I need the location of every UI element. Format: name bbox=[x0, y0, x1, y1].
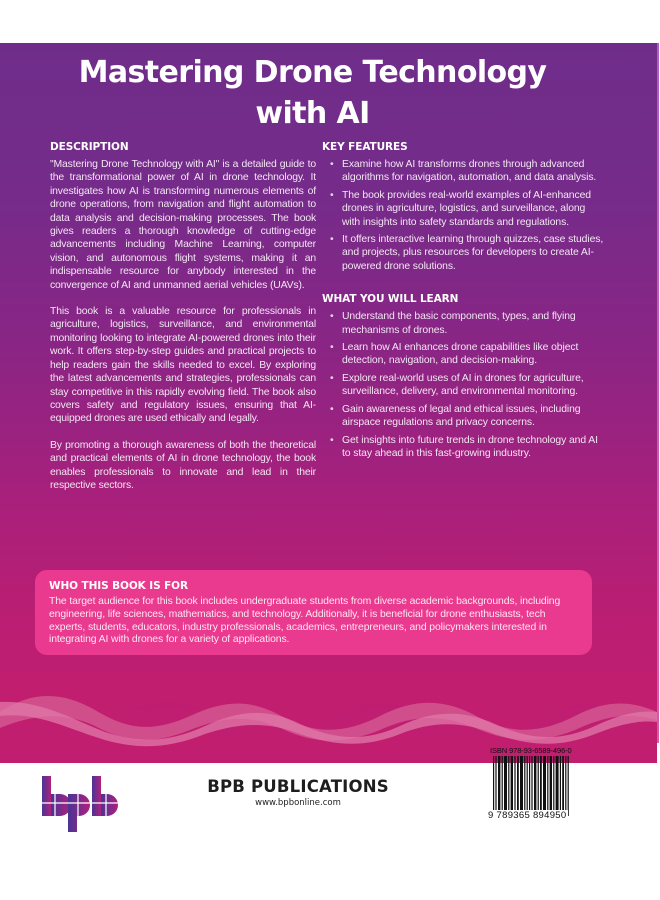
description-heading: DESCRIPTION bbox=[50, 141, 129, 153]
description-section bbox=[50, 141, 316, 492]
bullet-icon: • bbox=[330, 159, 334, 170]
list-item: • It offers interactive learning through quizzes, case studies, and projects, plus resources for developers to create AI-powered drone solutions. bbox=[330, 234, 604, 272]
bullet-icon: • bbox=[330, 342, 334, 354]
list-item: • Examine how AI transforms drones through advanced algorithms for navigation, automation, and data analysis. bbox=[330, 159, 597, 184]
bullet-icon: • bbox=[330, 311, 334, 323]
features-column bbox=[322, 141, 604, 464]
bullet-icon: • bbox=[330, 234, 334, 246]
list-item: • Explore real-world uses of AI in drones for agriculture, surveillance, delivery, and environmental monitoring. bbox=[330, 372, 584, 398]
audience-box bbox=[35, 570, 592, 655]
list-item: • Gain awareness of legal and ethical issues, including airspace regulations and privacy concerns. bbox=[330, 403, 581, 429]
description-paragraph-2: This book is a valuable resource for professionals in agriculture, logistics, surveillance, and environmental monitoring looking to integrate AI-powered drones into their work. It offers step-by-step guides and practical projects to help readers gain the skills needed to excel. By exploring the latest advancements and strategies, professionals can stay competitive in this rapidly evolving field. The book also covers safety and regulatory issues, ensuring that AI-equipped drones are used ethically and legally. bbox=[50, 306, 316, 425]
bullet-icon: • bbox=[330, 434, 334, 446]
title-line-1: Mastering Drone Technology bbox=[78, 55, 547, 90]
isbn-barcode bbox=[483, 746, 583, 826]
audience-heading: WHO THIS BOOK IS FOR bbox=[49, 580, 188, 592]
barcode-icon bbox=[493, 756, 571, 816]
list-item: • Get insights into future trends in drone technology and AI to stay ahead in this fast-growing industry. bbox=[330, 434, 598, 459]
key-features-list bbox=[330, 158, 604, 273]
audience-text: The target audience for this book includes undergraduate students from diverse academic backgrounds, including engineering, life sciences, mathematics, and technology. Additionally, it is beneficial for drone enthusiasts, tech experts, students, educators, industry professionals, academics, entrepreneurs, and policymakers interested in integrating AI with drones for a variety of applications. bbox=[49, 596, 561, 646]
list-item: • The book provides real-world examples of AI-enhanced drones in agriculture, logistics, and surveillance, along with insights into safety standards and regulations. bbox=[330, 189, 591, 228]
isbn-label: ISBN 978-93-6589-496-0 bbox=[490, 746, 572, 755]
book-title bbox=[0, 52, 625, 134]
bpb-logo-icon bbox=[42, 776, 118, 832]
wave-band bbox=[0, 672, 660, 752]
bullet-icon: • bbox=[330, 403, 334, 415]
description-paragraph-3: By promoting a thorough awareness of both the theoretical and practical elements of AI in drone technology, the book enables professionals to innovate and lead in their respective sectors. bbox=[50, 439, 316, 491]
learn-list bbox=[330, 310, 604, 460]
key-features-heading: KEY FEATURES bbox=[322, 141, 408, 153]
publisher-block bbox=[196, 776, 400, 809]
title-line-2: with AI bbox=[255, 96, 370, 131]
bullet-icon: • bbox=[330, 189, 334, 201]
publisher-url[interactable]: www.bpbonline.com bbox=[255, 798, 341, 808]
list-item: • Understand the basic components, types, and flying mechanisms of drones. bbox=[330, 311, 576, 336]
bullet-icon: • bbox=[330, 372, 334, 384]
publisher-name: BPB PUBLICATIONS bbox=[207, 777, 389, 796]
cover-edge bbox=[657, 43, 659, 743]
list-item: • Learn how AI enhances drone capabilities like object detection, navigation, and decision-making. bbox=[330, 342, 579, 367]
description-paragraph-1: "Mastering Drone Technology with AI" is a detailed guide to the transformational power of AI in drone technology. It investigates how AI is transforming numerous elements of drone operations, from navigation and flight automation to data analysis and decision-making processes. The book gives readers a thorough knowledge of cutting-edge advancements including Machine Learning, computer vision, and autonomous flight systems, making it an indispensable resource for anybody interested in the convergence of AI and unmanned aerial vehicles (UAVs). bbox=[50, 159, 316, 291]
barcode-digits: 9 789365 894950 bbox=[488, 810, 567, 821]
what-you-will-learn-heading: WHAT YOU WILL LEARN bbox=[322, 293, 459, 306]
